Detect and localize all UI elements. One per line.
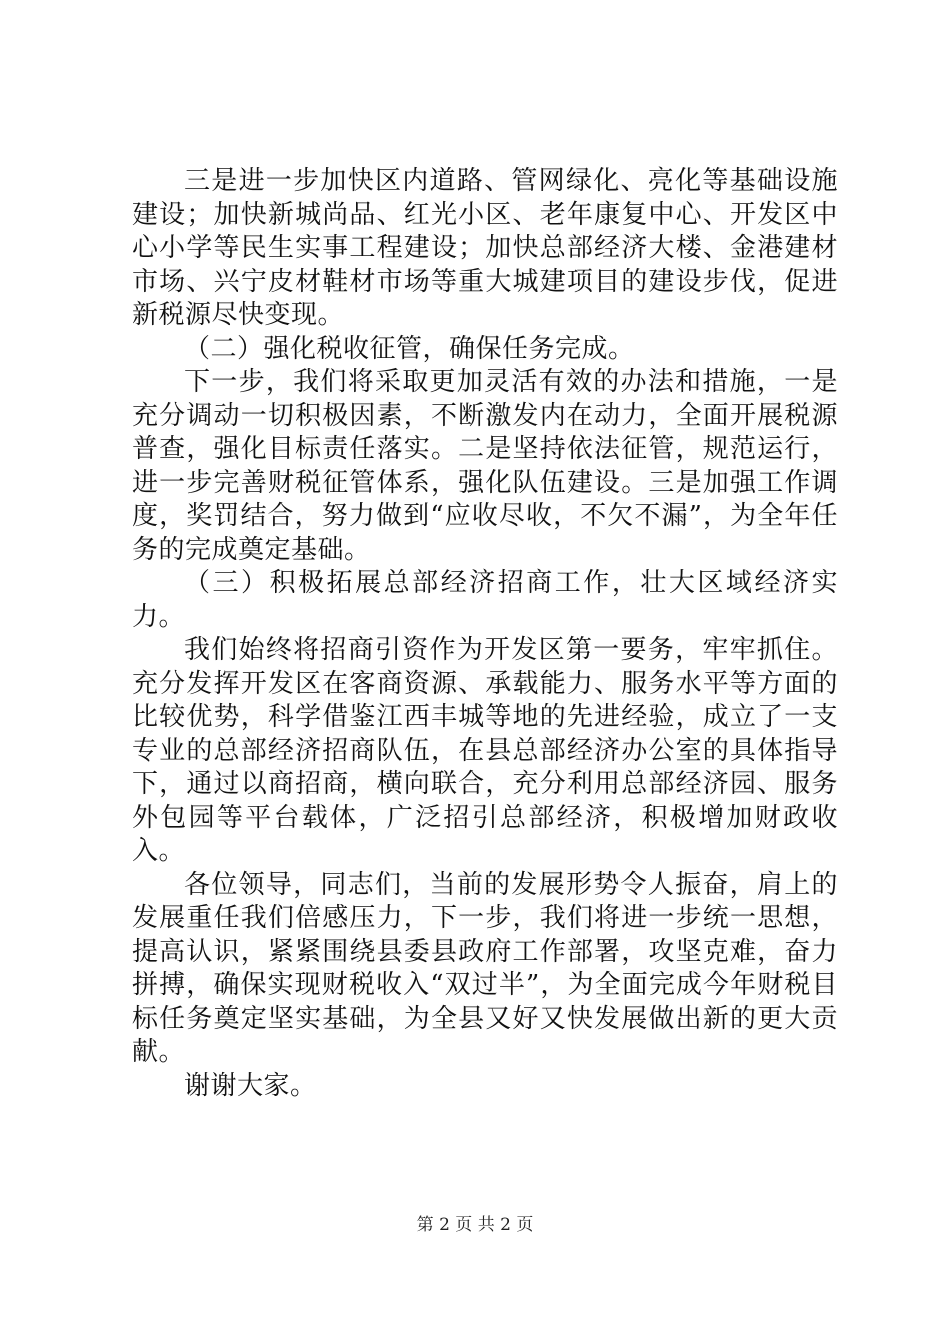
paragraph-closing: 各位领导，同志们，当前的发展形势令人振奋，肩上的发展重任我们倍感压力，下一步，我们将进一步统一思想，提高认识，紧紧围绕县委县政府工作部署，攻坚克难，奋力拼搏，确保实现财税收入“双过半”，为全面完成今年财税目标任务奠定坚实基础，为全县又好又快发展做出新的更大贡献。 bbox=[132, 869, 838, 1067]
paragraph-tax-collection: 下一步，我们将采取更加灵活有效的办法和措施，一是充分调动一切积极因素，不断激发内在动力，全面开展税源普查，强化目标责任落实。二是坚持依法征管，规范运行，进一步完善财税征管体系，强化队伍建设。三是加强工作调度，奖罚结合，努力做到“应收尽收，不欠不漏”，为全年任务的完成奠定基础。 bbox=[132, 367, 838, 565]
paragraph-investment: 我们始终将招商引资作为开发区第一要务，牢牢抓住。充分发挥开发区在客商资源、承载能力、服务水平等方面的比较优势，科学借鉴江西丰城等地的先进经验，成立了一支专业的总部经济招商队伍，在县总部经济办公室的具体指导下，通过以商招商，横向联合，充分利用总部经济园、服务外包园等平台载体，广泛招引总部经济，积极增加财政收入。 bbox=[132, 635, 838, 866]
heading-tax-collection: （二）强化税收征管，确保任务完成。 bbox=[184, 333, 635, 364]
page-footer: 第 2 页 共 2 页 bbox=[416, 1215, 534, 1235]
paragraph-infrastructure: 三是进一步加快区内道路、管网绿化、亮化等基础设施建设；加快新城尚品、红光小区、老年康复中心、开发区中心小学等民生实事工程建设；加快总部经济大楼、金港建材市场、兴宁皮材鞋材市场等重大城建项目的建设步伐，促进新税源尽快变现。 bbox=[132, 166, 838, 330]
paragraph-thanks: 谢谢大家。 bbox=[184, 1070, 317, 1101]
heading-investment: （三）积极拓展总部经济招商工作，壮大区域经济实力。 bbox=[132, 568, 838, 632]
document-body bbox=[132, 165, 838, 1103]
